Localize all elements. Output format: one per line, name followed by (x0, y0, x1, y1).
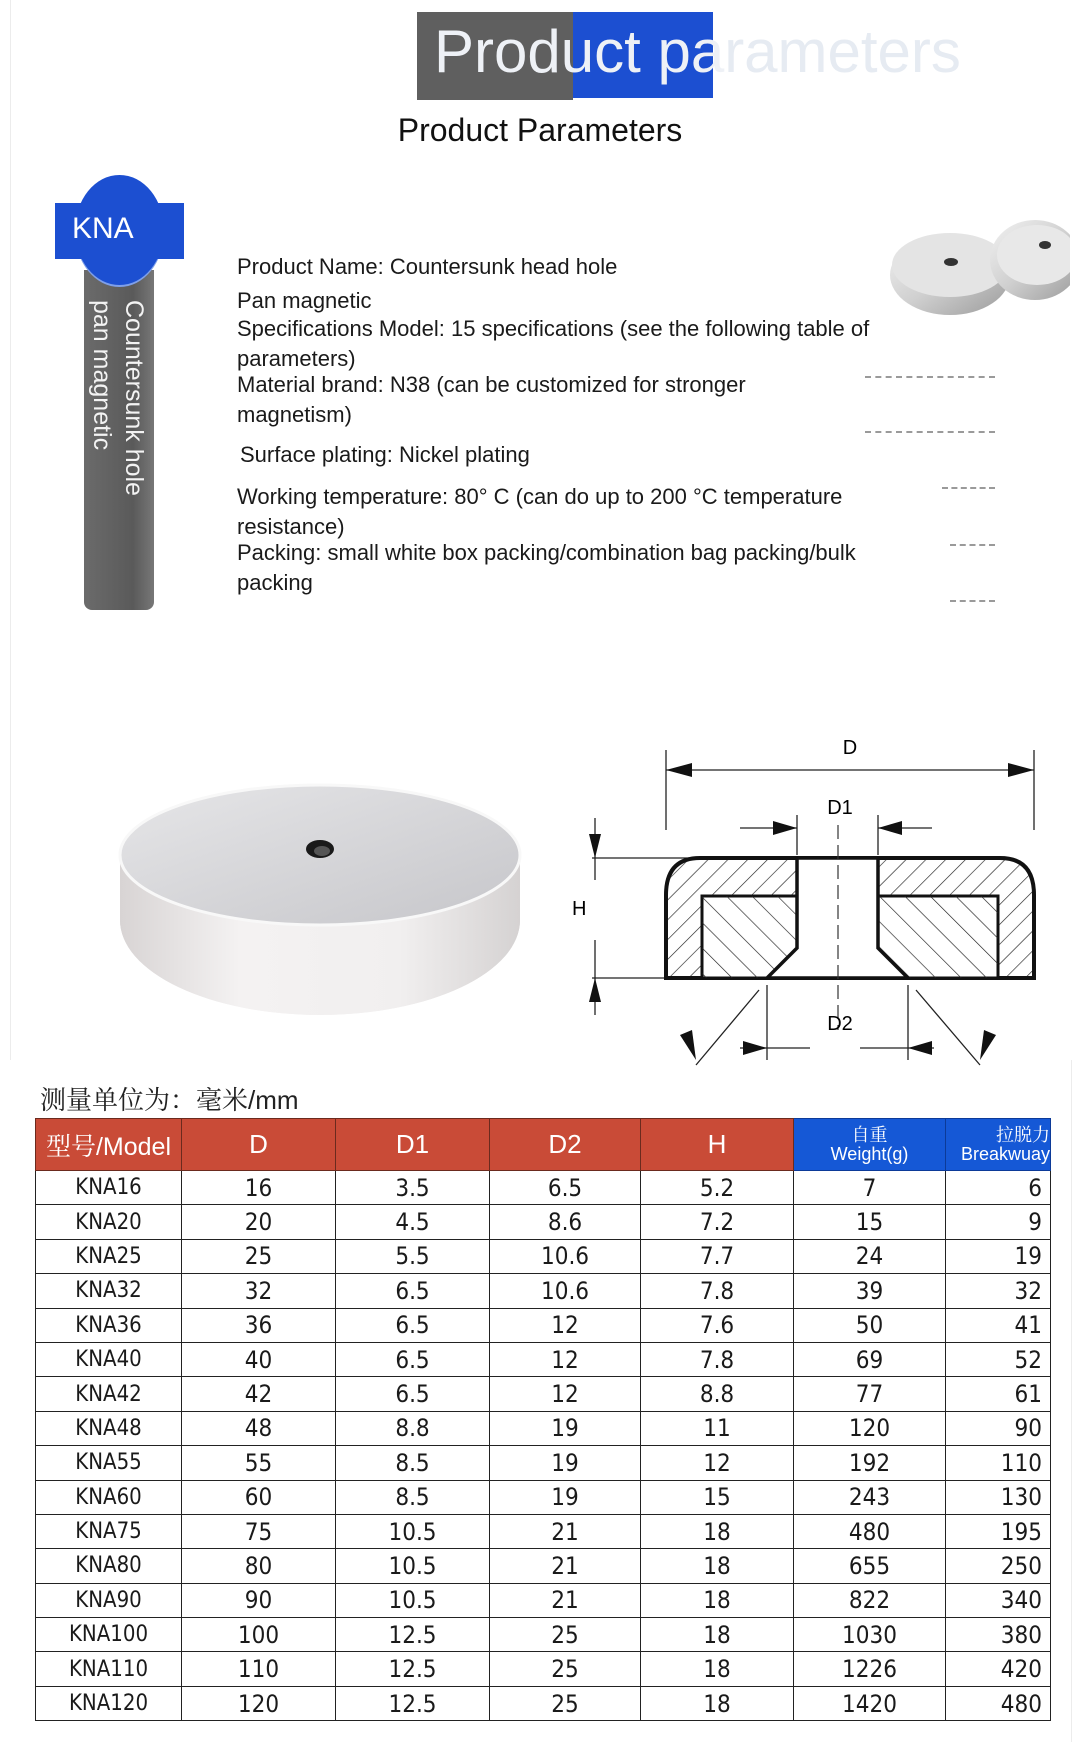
cell-weight: 243 (794, 1480, 946, 1514)
cell-d2: 19 (490, 1480, 641, 1514)
cell-model: KNA55 (36, 1446, 182, 1480)
cell-weight: 39 (794, 1274, 946, 1308)
cell-h: 18 (641, 1549, 794, 1583)
cell-d1: 6.5 (336, 1342, 490, 1376)
cell-h: 7.7 (641, 1239, 794, 1273)
cell-model: KNA120 (36, 1686, 182, 1720)
cell-breakaway: 110 (946, 1446, 1051, 1480)
label-d2: D2 (827, 1013, 853, 1035)
col-header-breakaway-cn: 拉脱力 (996, 1124, 1050, 1145)
label-d1: D1 (827, 797, 853, 819)
cell-d2: 10.6 (490, 1239, 641, 1273)
cell-model: KNA40 (36, 1342, 182, 1376)
table-row (36, 1274, 1051, 1308)
vertical-label-line1: Countersunk hole (120, 300, 148, 496)
cell-h: 8.8 (641, 1377, 794, 1411)
cell-h: 15 (641, 1480, 794, 1514)
cell-weight: 24 (794, 1239, 946, 1273)
table-row (36, 1583, 1051, 1617)
cell-d1: 3.5 (336, 1171, 490, 1205)
cell-d: 100 (182, 1618, 336, 1652)
cell-d: 55 (182, 1446, 336, 1480)
cell-d1: 12.5 (336, 1618, 490, 1652)
table-row (36, 1308, 1051, 1342)
cross-section-diagram (560, 730, 1060, 1070)
cell-d: 32 (182, 1274, 336, 1308)
cell-d1: 8.8 (336, 1411, 490, 1445)
cell-h: 5.2 (641, 1171, 794, 1205)
cell-h: 18 (641, 1652, 794, 1686)
spec-product-name: Product Name: Countersunk head hole (237, 254, 618, 279)
cell-d: 25 (182, 1239, 336, 1273)
cell-breakaway: 380 (946, 1618, 1051, 1652)
cell-breakaway: 52 (946, 1342, 1051, 1376)
table-row (36, 1239, 1051, 1273)
cell-model: KNA36 (36, 1308, 182, 1342)
cell-h: 18 (641, 1618, 794, 1652)
cell-d1: 6.5 (336, 1308, 490, 1342)
page-border-right (1071, 1060, 1072, 1742)
col-header-d: D (182, 1119, 336, 1171)
cell-model: KNA100 (36, 1618, 182, 1652)
cell-h: 11 (641, 1411, 794, 1445)
cell-d2: 25 (490, 1686, 641, 1720)
table-header-row (36, 1119, 1051, 1171)
cell-weight: 1420 (794, 1686, 946, 1720)
col-header-breakaway (946, 1119, 1051, 1171)
cell-d: 75 (182, 1514, 336, 1548)
table-row (36, 1514, 1051, 1548)
banner-title (434, 14, 961, 90)
cell-model: KNA110 (36, 1652, 182, 1686)
cell-d: 120 (182, 1686, 336, 1720)
col-header-d1: D1 (336, 1119, 490, 1171)
cell-model: KNA48 (36, 1411, 182, 1445)
cell-d: 90 (182, 1583, 336, 1617)
table-row (36, 1618, 1051, 1652)
cell-breakaway: 130 (946, 1480, 1051, 1514)
col-header-h: H (641, 1119, 794, 1171)
cell-d1: 8.5 (336, 1446, 490, 1480)
cell-d1: 8.5 (336, 1480, 490, 1514)
cell-d2: 21 (490, 1583, 641, 1617)
cell-d1: 10.5 (336, 1514, 490, 1548)
col-header-breakaway-en: Breakwuay (960, 1143, 1050, 1164)
vertical-label-text (84, 300, 154, 600)
table-row (36, 1411, 1051, 1445)
cell-weight: 15 (794, 1205, 946, 1239)
vertical-label-line2: pan magnetic (88, 300, 116, 451)
cell-model: KNA42 (36, 1377, 182, 1411)
cell-weight: 1226 (794, 1652, 946, 1686)
dashed-line (950, 600, 995, 602)
cell-breakaway: 32 (946, 1274, 1051, 1308)
cell-breakaway: 41 (946, 1308, 1051, 1342)
cell-d1: 5.5 (336, 1239, 490, 1273)
cell-model: KNA90 (36, 1583, 182, 1617)
cell-h: 7.2 (641, 1205, 794, 1239)
cell-d1: 4.5 (336, 1205, 490, 1239)
model-badge-label: KNA (72, 212, 134, 245)
cell-weight: 1030 (794, 1618, 946, 1652)
cell-weight: 655 (794, 1549, 946, 1583)
table-row (36, 1342, 1051, 1376)
table-body (36, 1171, 1051, 1721)
spec-packing: Packing: small white box packing/combination bag packing/bulk packing (237, 540, 856, 595)
cell-model: KNA80 (36, 1549, 182, 1583)
dashed-line (865, 431, 995, 433)
cell-model: KNA20 (36, 1205, 182, 1239)
cell-d2: 10.6 (490, 1274, 641, 1308)
cell-h: 12 (641, 1446, 794, 1480)
cell-d2: 21 (490, 1549, 641, 1583)
cell-h: 7.6 (641, 1308, 794, 1342)
cell-breakaway: 90 (946, 1411, 1051, 1445)
product-photo-main (110, 780, 530, 1040)
cell-model: KNA60 (36, 1480, 182, 1514)
cell-d1: 6.5 (336, 1377, 490, 1411)
col-header-d2: D2 (490, 1119, 641, 1171)
cell-breakaway: 9 (946, 1205, 1051, 1239)
spec-surface-plating: Surface plating: Nickel plating (240, 442, 530, 467)
dashed-line (950, 544, 995, 546)
spec-working-temperature: Working temperature: 80° C (can do up to 200 °C temperature resistance) (237, 484, 843, 539)
cell-breakaway: 61 (946, 1377, 1051, 1411)
cell-d1: 12.5 (336, 1686, 490, 1720)
page-subtitle: Product Parameters (397, 112, 683, 148)
label-d: D (842, 737, 858, 759)
cell-d2: 25 (490, 1618, 641, 1652)
table-row (36, 1686, 1051, 1720)
cell-d1: 10.5 (336, 1549, 490, 1583)
cell-weight: 822 (794, 1583, 946, 1617)
cell-d1: 12.5 (336, 1652, 490, 1686)
product-photo-small (885, 220, 1070, 330)
cell-d: 20 (182, 1205, 336, 1239)
cell-weight: 7 (794, 1171, 946, 1205)
col-header-model: 型号/Model (36, 1119, 182, 1171)
cell-h: 18 (641, 1514, 794, 1548)
table-row (36, 1446, 1051, 1480)
cell-h: 7.8 (641, 1342, 794, 1376)
spec-specifications-model: Specifications Model: 15 specifications (see the following table of parameters) (237, 316, 870, 371)
cell-d: 36 (182, 1308, 336, 1342)
cell-h: 7.8 (641, 1274, 794, 1308)
dashed-line (942, 487, 995, 489)
table-row (36, 1171, 1051, 1205)
spec-product-name-cont: Pan magnetic (237, 288, 372, 313)
cell-d2: 19 (490, 1446, 641, 1480)
cell-weight: 77 (794, 1377, 946, 1411)
cell-model: KNA25 (36, 1239, 182, 1273)
table-row (36, 1205, 1051, 1239)
cell-weight: 50 (794, 1308, 946, 1342)
cell-breakaway: 480 (946, 1686, 1051, 1720)
cell-d: 40 (182, 1342, 336, 1376)
cell-d: 110 (182, 1652, 336, 1686)
cell-breakaway: 340 (946, 1583, 1051, 1617)
table-row (36, 1480, 1051, 1514)
cell-d2: 8.6 (490, 1205, 641, 1239)
cell-breakaway: 420 (946, 1652, 1051, 1686)
cell-d2: 12 (490, 1377, 641, 1411)
cell-weight: 69 (794, 1342, 946, 1376)
cell-breakaway: 195 (946, 1514, 1051, 1548)
cell-d2: 12 (490, 1308, 641, 1342)
banner-title-strong: Product pa (434, 18, 725, 85)
cell-d2: 12 (490, 1342, 641, 1376)
banner-title-faded: rameters (724, 18, 961, 85)
spec-table (35, 1118, 1051, 1721)
cell-h: 18 (641, 1583, 794, 1617)
cell-breakaway: 6 (946, 1171, 1051, 1205)
table-row (36, 1377, 1051, 1411)
cell-d2: 21 (490, 1514, 641, 1548)
cell-d: 80 (182, 1549, 336, 1583)
cell-weight: 192 (794, 1446, 946, 1480)
cell-d1: 10.5 (336, 1583, 490, 1617)
cell-weight: 120 (794, 1411, 946, 1445)
col-header-weight-en: Weight(g) (830, 1143, 909, 1164)
cell-h: 18 (641, 1686, 794, 1720)
col-header-weight-cn: 自重 (851, 1124, 888, 1145)
cell-d2: 19 (490, 1411, 641, 1445)
cell-d: 16 (182, 1171, 336, 1205)
table-row (36, 1652, 1051, 1686)
cell-breakaway: 250 (946, 1549, 1051, 1583)
cell-d: 48 (182, 1411, 336, 1445)
page-border-left (10, 0, 11, 1060)
cell-d: 60 (182, 1480, 336, 1514)
table-row (36, 1549, 1051, 1583)
label-h: H (572, 898, 587, 920)
cell-d: 42 (182, 1377, 336, 1411)
cell-d2: 6.5 (490, 1171, 641, 1205)
cell-model: KNA75 (36, 1514, 182, 1548)
dashed-line (865, 376, 995, 378)
cell-model: KNA32 (36, 1274, 182, 1308)
col-header-weight (794, 1119, 946, 1171)
cell-breakaway: 19 (946, 1239, 1051, 1273)
cell-d2: 25 (490, 1652, 641, 1686)
cell-model: KNA16 (36, 1171, 182, 1205)
spec-material-brand: Material brand: N38 (can be customized for stronger magnetism) (237, 372, 746, 427)
cell-d1: 6.5 (336, 1274, 490, 1308)
unit-label: 测量单位为：毫米/mm (40, 1085, 299, 1115)
cell-weight: 480 (794, 1514, 946, 1548)
